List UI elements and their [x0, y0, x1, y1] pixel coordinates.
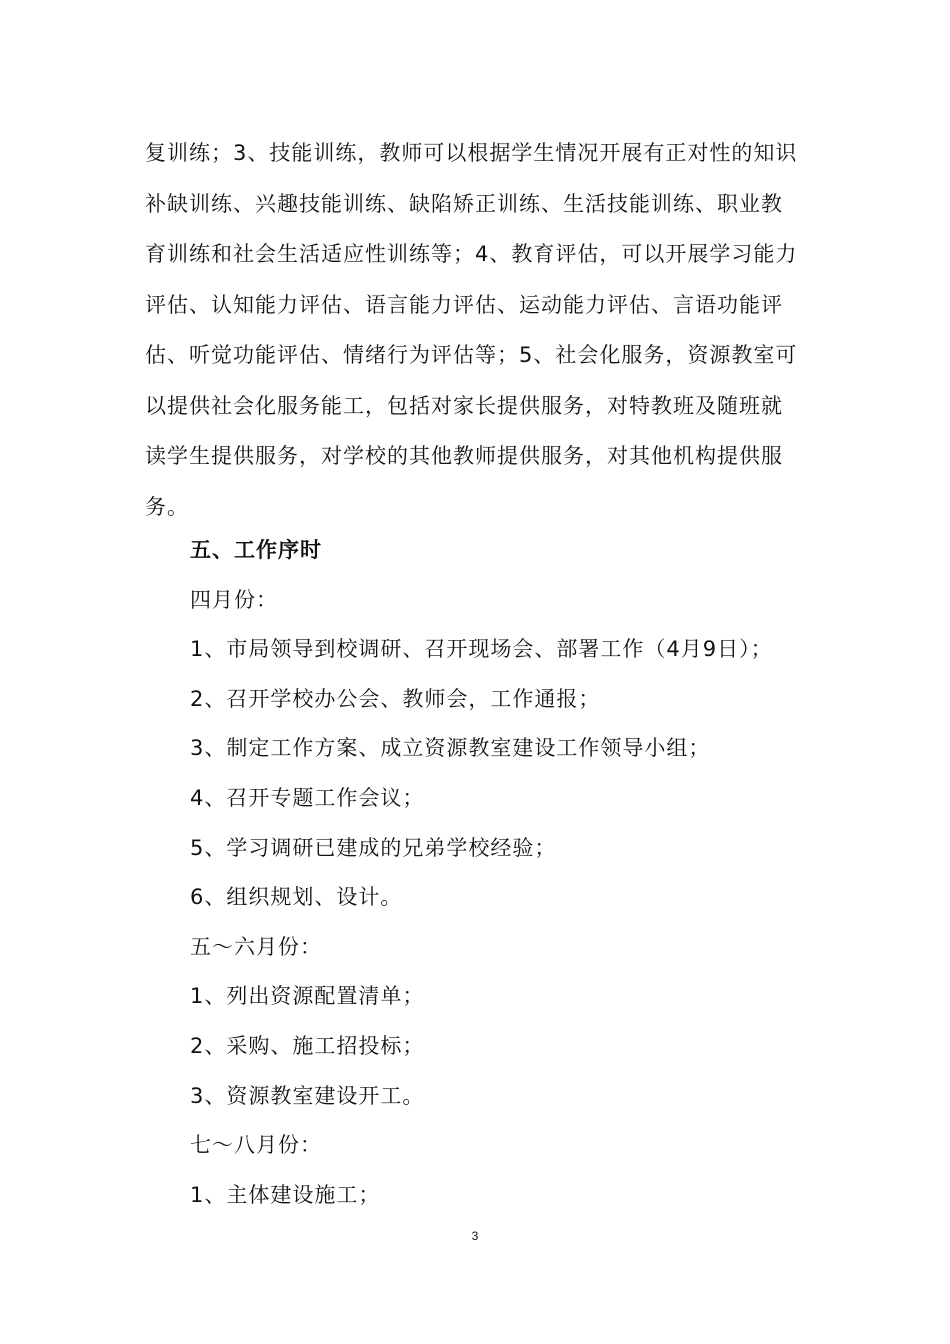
- april-item-1: 1、市局领导到校调研、召开现场会、部署工作（4月9日）；: [190, 637, 773, 661]
- page-number: 3: [471, 1229, 479, 1243]
- april-item-5: 5、学习调研已建成的兄弟学校经验；: [190, 836, 557, 860]
- paragraph-line: 复训练；3、技能训练，教师可以根据学生情况开展有正对性的知识: [145, 141, 798, 165]
- paragraph-line: 读学生提供服务，对学校的其他教师提供服务，对其他机构提供服: [145, 444, 783, 468]
- april-label: 四月份：: [190, 588, 278, 612]
- april-item-6: 6、组织规划、设计。: [190, 885, 403, 909]
- july-august-label: 七～八月份：: [190, 1133, 322, 1157]
- may-june-item-1: 1、列出资源配置清单；: [190, 984, 425, 1008]
- july-august-item-1: 1、主体建设施工；: [190, 1183, 381, 1207]
- april-item-3: 3、制定工作方案、成立资源教室建设工作领导小组；: [190, 736, 711, 760]
- may-june-label: 五～六月份：: [190, 935, 322, 959]
- paragraph-line: 补缺训练、兴趣技能训练、缺陷矫正训练、生活技能训练、职业教: [145, 191, 783, 216]
- paragraph-line: 估、听觉功能评估、情绪行为评估等；5、社会化服务，资源教室可: [145, 343, 798, 367]
- paragraph-line: 务。: [145, 494, 189, 519]
- paragraph-line: 育训练和社会生活适应性训练等；4、教育评估，可以开展学习能力: [145, 242, 798, 266]
- april-item-4: 4、召开专题工作会议；: [190, 786, 425, 810]
- may-june-item-3: 3、资源教室建设开工。: [190, 1084, 425, 1108]
- may-june-item-2: 2、采购、施工招投标；: [190, 1034, 425, 1058]
- section-heading: 五、工作序时: [190, 538, 322, 562]
- body-paragraph: [145, 128, 807, 532]
- paragraph-line: 评估、认知能力评估、语言能力评估、运动能力评估、言语功能评: [145, 292, 783, 317]
- paragraph-line: 以提供社会化服务能工，包括对家长提供服务，对特教班及随班就: [145, 393, 783, 418]
- april-item-2: 2、召开学校办公会、教师会，工作通报；: [190, 687, 601, 711]
